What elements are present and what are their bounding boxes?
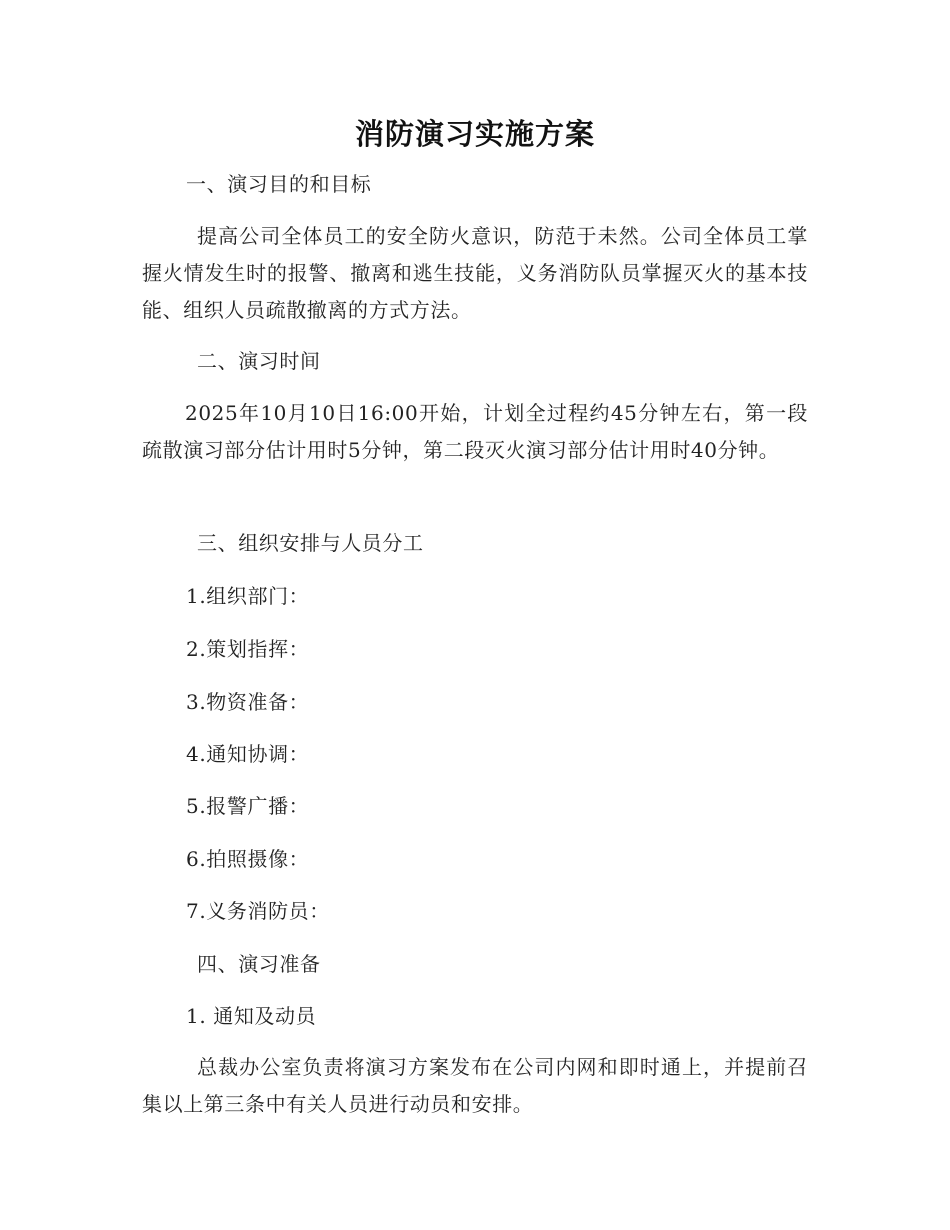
section-heading-preparation: 四、演习准备 — [197, 952, 321, 976]
list-item: 2.策划指挥： — [186, 637, 310, 661]
section-heading-organization: 三、组织安排与人员分工 — [197, 531, 424, 555]
section-heading-time: 二、演习时间 — [197, 349, 321, 373]
section-body-time: 2025年10月10日16:00开始，计划全过程约45分钟左右，第一段疏散演习部分估计用时5分钟，第二段灭火演习部分估计用时40分钟。 — [142, 401, 808, 462]
section-heading-purpose: 一、演习目的和目标 — [186, 172, 372, 196]
list-item: 4.通知协调： — [186, 742, 310, 766]
list-item: 6.拍照摄像： — [186, 847, 310, 871]
subsection-heading-notice: 1. 通知及动员 — [186, 1004, 317, 1028]
list-item: 7.义务消防员： — [186, 899, 330, 923]
section-body-preparation: 总裁办公室负责将演习方案发布在公司内网和即时通上，并提前召集以上第三条中有关人员进行动员和安排。 — [142, 1055, 808, 1116]
list-item: 1.组织部门： — [186, 584, 310, 608]
section-body-purpose: 提高公司全体员工的安全防火意识，防范于未然。公司全体员工掌握火情发生时的报警、撤离和逃生技能，义务消防队员掌握灭火的基本技能、组织人员疏散撤离的方式方法。 — [142, 224, 808, 322]
list-item: 3.物资准备： — [186, 690, 310, 714]
document-title: 消防演习实施方案 — [354, 117, 595, 151]
list-item: 5.报警广播： — [186, 794, 310, 818]
